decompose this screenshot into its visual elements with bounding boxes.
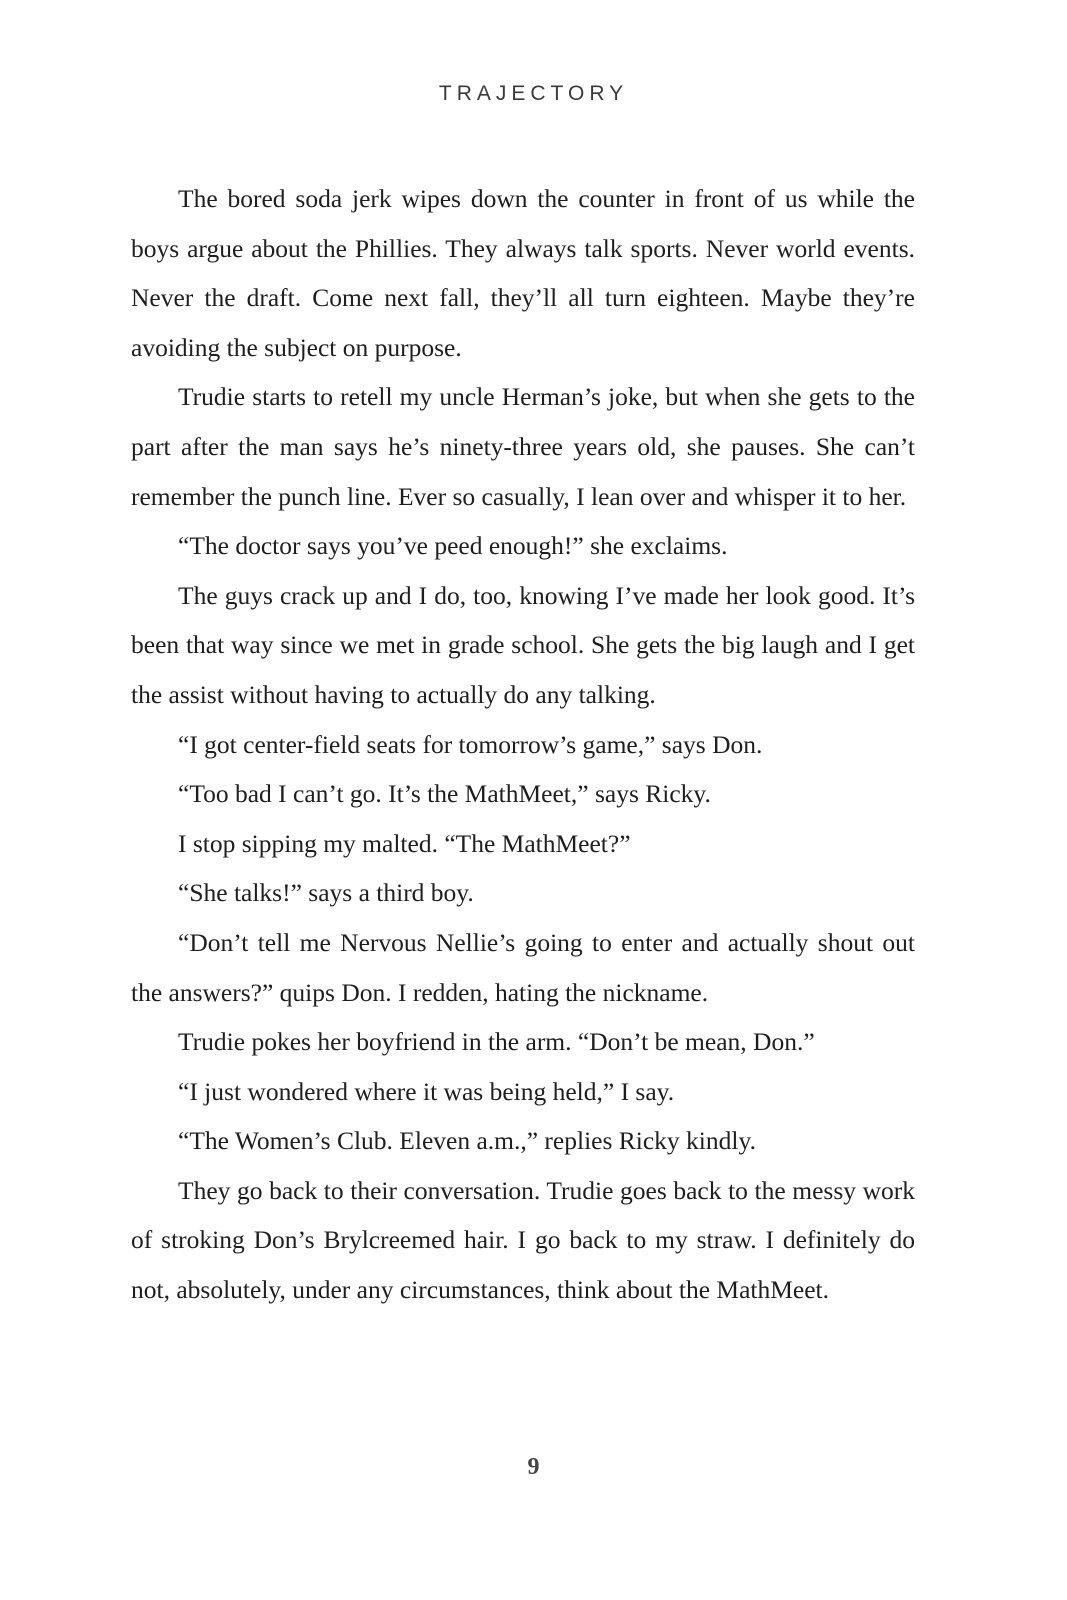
paragraph: Trudie pokes her boyfriend in the arm. “Don’t be mean, Don.” — [178, 1027, 815, 1057]
paragraph: “Don’t tell me Nervous Nellie’s going to enter and actually shout out the answers?” quips Don. I redden, hating the nickname. — [131, 927, 915, 1007]
paragraph: The guys crack up and I do, too, knowing I’ve made her look good. It’s been that way since we met in grade school. She gets the big laugh and I get the assist without having to actually do any talking. — [131, 580, 915, 709]
paragraph: They go back to their conversation. Trudie goes back to the messy work of stroking Don’s Brylcreemed hair. I go back to my straw. I definitely do not, absolutely, under any circumstances, think about the MathMeet. — [131, 1175, 915, 1305]
paragraph: “The doctor says you’ve peed enough!” she exclaims. — [178, 531, 728, 561]
paragraph: “I got center-field seats for tomorrow’s game,” says Don. — [178, 729, 763, 759]
running-head: TRAJECTORY — [438, 82, 629, 105]
paragraph: “Too bad I can’t go. It’s the MathMeet,” says Ricky. — [178, 779, 711, 809]
paragraph: I stop sipping my malted. “The MathMeet?” — [178, 828, 631, 858]
paragraph: “I just wondered where it was being held,” I say. — [178, 1076, 675, 1106]
paragraph: Trudie starts to retell my uncle Herman’s joke, but when she gets to the part after the man says he’s ninety-three years old, she pauses. She can’t remember the punch line. Ever so casually, I lean over and whisper it to her. — [131, 382, 915, 511]
paragraph: “The Women’s Club. Eleven a.m.,” replies Ricky kindly. — [178, 1126, 756, 1156]
paragraph: “She talks!” says a third boy. — [178, 878, 474, 908]
page-number: 9 — [527, 1454, 540, 1480]
paragraph: The bored soda jerk wipes down the counter in front of us while the boys argue about the Phillies. They always talk sports. Never world events. Never the draft. Come next fall, they’ll all turn eighteen. Maybe they’re avoiding the subject on purpose. — [131, 184, 915, 362]
body-text — [131, 174, 915, 1315]
